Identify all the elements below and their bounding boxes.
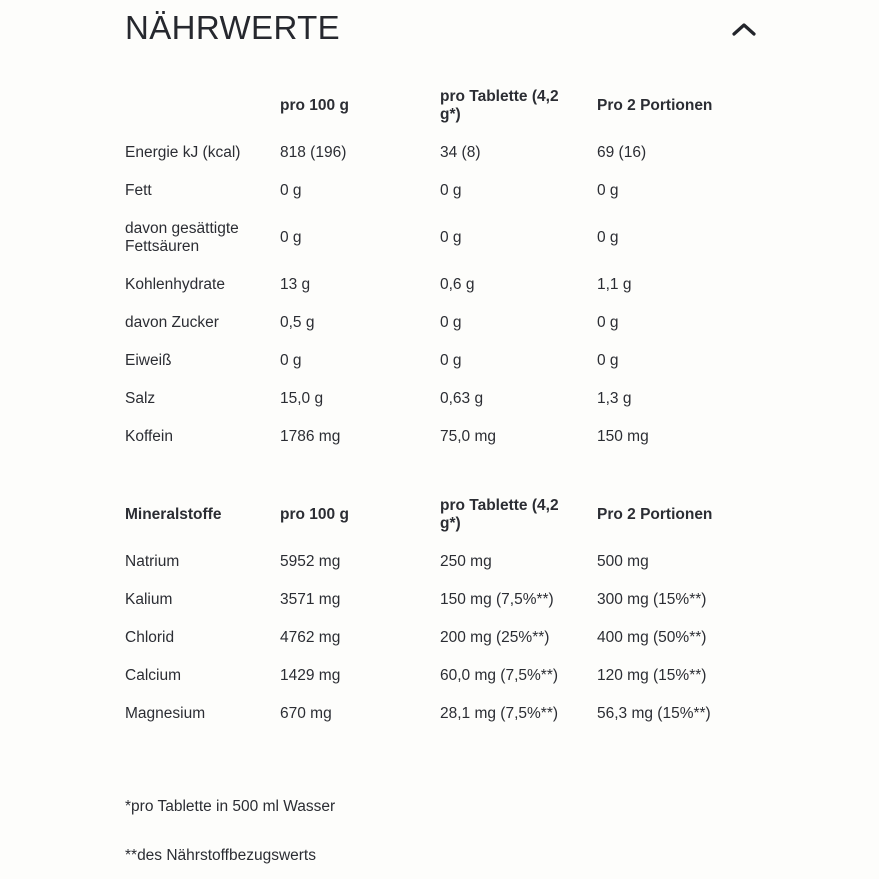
row-value-per-100g: 0 g xyxy=(280,352,302,369)
chevron-up-icon xyxy=(731,22,757,40)
row-value-per-2-portions: 150 mg xyxy=(597,428,649,445)
row-value-per-tablet: 0 g xyxy=(440,352,462,369)
footnote-nutrient-reference: **des Nährstoffbezugswerts xyxy=(125,847,316,864)
row-label: Fett xyxy=(125,182,152,199)
row-value-per-100g: 0 g xyxy=(280,229,302,246)
column-header-per-100g: pro 100 g xyxy=(280,97,349,114)
row-label: Natrium xyxy=(125,553,180,570)
row-value-per-100g: 1786 mg xyxy=(280,428,341,445)
column-header-per-2-portions: Pro 2 Portionen xyxy=(597,506,713,523)
row-value-per-tablet: 200 mg (25%**) xyxy=(440,629,550,646)
row-value-per-2-portions: 0 g xyxy=(597,229,619,246)
row-value-per-tablet: 250 mg xyxy=(440,553,492,570)
row-value-per-2-portions: 1,3 g xyxy=(597,390,632,407)
row-label: Kohlenhydrate xyxy=(125,276,225,293)
column-header-per-tablet: pro Tablette (4,2 g*) xyxy=(440,88,559,123)
row-value-per-2-portions: 56,3 mg (15%**) xyxy=(597,705,711,722)
column-header-per-100g: pro 100 g xyxy=(280,506,349,523)
row-value-per-tablet: 0 g xyxy=(440,314,462,331)
row-label: davon gesättigte Fettsäuren xyxy=(125,220,239,255)
row-value-per-100g: 4762 mg xyxy=(280,629,341,646)
nutrition-table xyxy=(125,88,750,446)
row-value-per-2-portions: 400 mg (50%**) xyxy=(597,629,707,646)
row-value-per-tablet: 0 g xyxy=(440,182,462,199)
row-value-per-tablet: 60,0 mg (7,5%**) xyxy=(440,667,559,684)
row-value-per-tablet: 28,1 mg (7,5%**) xyxy=(440,705,559,722)
row-label: davon Zucker xyxy=(125,314,219,331)
row-value-per-tablet: 75,0 mg xyxy=(440,428,497,445)
collapse-section-button[interactable] xyxy=(726,16,762,46)
footnote-tablet-water: *pro Tablette in 500 ml Wasser xyxy=(125,798,336,815)
row-label: Energie kJ (kcal) xyxy=(125,144,241,161)
row-value-per-2-portions: 300 mg (15%**) xyxy=(597,591,707,608)
row-label: Chlorid xyxy=(125,629,175,646)
row-value-per-tablet: 0,63 g xyxy=(440,390,484,407)
column-header-minerals: Mineralstoffe xyxy=(125,506,222,523)
row-value-per-2-portions: 69 (16) xyxy=(597,144,647,161)
row-label: Salz xyxy=(125,390,156,407)
row-value-per-2-portions: 0 g xyxy=(597,352,619,369)
row-value-per-100g: 670 mg xyxy=(280,705,332,722)
row-value-per-100g: 15,0 g xyxy=(280,390,324,407)
row-value-per-tablet: 150 mg (7,5%**) xyxy=(440,591,554,608)
row-value-per-100g: 0,5 g xyxy=(280,314,315,331)
column-header-per-2-portions: Pro 2 Portionen xyxy=(597,97,713,114)
row-value-per-100g: 0 g xyxy=(280,182,302,199)
row-label: Eiweiß xyxy=(125,352,172,369)
row-value-per-100g: 1429 mg xyxy=(280,667,341,684)
column-header-per-tablet: pro Tablette (4,2 g*) xyxy=(440,497,559,532)
row-value-per-100g: 3571 mg xyxy=(280,591,341,608)
row-label: Koffein xyxy=(125,428,173,445)
section-title: NÄHRWERTE xyxy=(125,9,341,46)
minerals-table xyxy=(125,497,750,723)
row-value-per-2-portions: 120 mg (15%**) xyxy=(597,667,707,684)
row-value-per-2-portions: 1,1 g xyxy=(597,276,632,293)
row-value-per-tablet: 0,6 g xyxy=(440,276,475,293)
row-label: Calcium xyxy=(125,667,181,684)
row-label: Kalium xyxy=(125,591,173,608)
row-value-per-tablet: 0 g xyxy=(440,229,462,246)
row-value-per-tablet: 34 (8) xyxy=(440,144,481,161)
row-label: Magnesium xyxy=(125,705,206,722)
row-value-per-100g: 818 (196) xyxy=(280,144,347,161)
row-value-per-100g: 5952 mg xyxy=(280,553,341,570)
row-value-per-2-portions: 500 mg xyxy=(597,553,649,570)
row-value-per-2-portions: 0 g xyxy=(597,182,619,199)
row-value-per-100g: 13 g xyxy=(280,276,311,293)
row-value-per-2-portions: 0 g xyxy=(597,314,619,331)
